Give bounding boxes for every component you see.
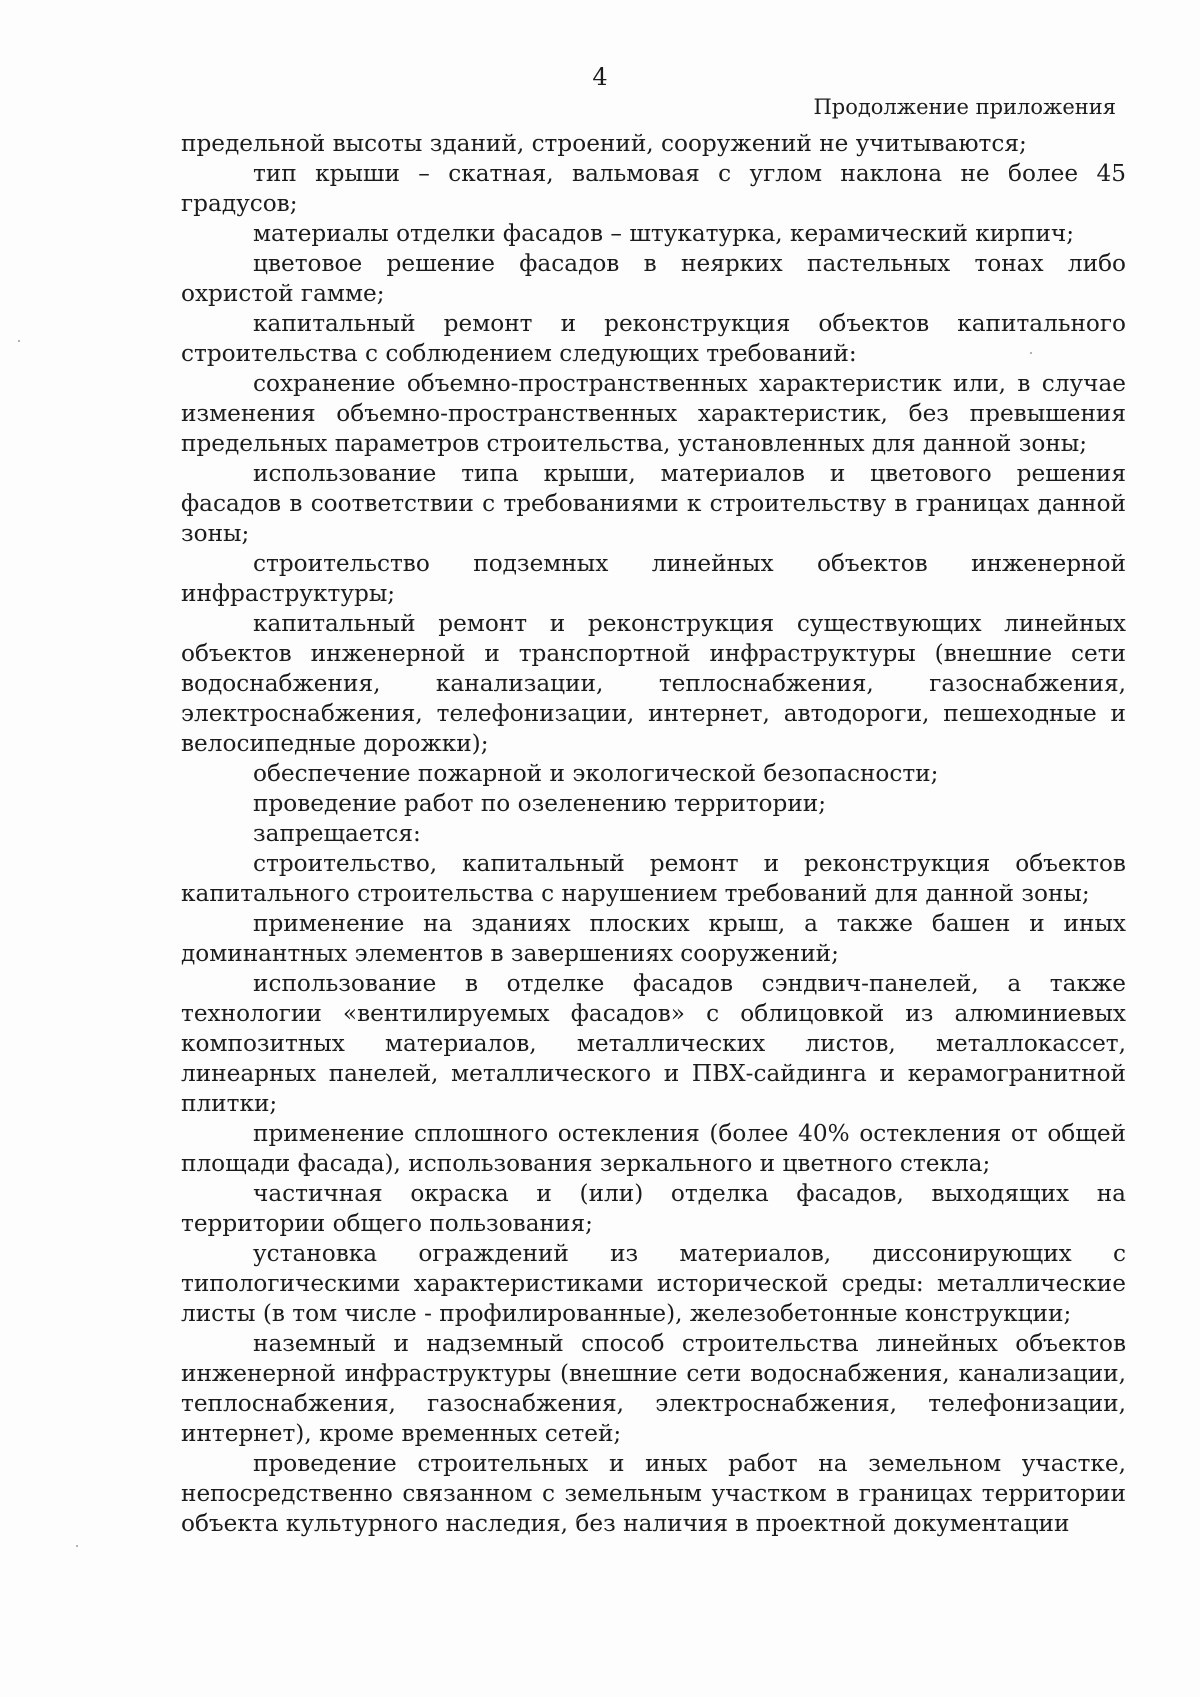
page-number: 4 <box>592 63 608 91</box>
paragraph: материалы отделки фасадов – штукатурка, керамический кирпич; <box>253 220 1075 247</box>
paragraph: применение на зданиях плоских крыш, а также башен и иных доминантных элементов в завершениях сооружений; <box>181 910 1126 967</box>
paragraph: частичная окраска и (или) отделка фасадов, выходящих на территории общего пользования; <box>181 1180 1126 1237</box>
paragraph: строительство, капитальный ремонт и реконструкция объектов капитального строительства с нарушением требований для данной зоны; <box>181 850 1126 907</box>
paragraph: проведение строительных и иных работ на земельном участке, непосредственно связанном с земельным участком в границах территории объекта культурного наследия, без наличия в проектной документации <box>181 1450 1126 1537</box>
running-header: Продолжение приложения <box>813 95 1116 119</box>
paragraph: капитальный ремонт и реконструкция объектов капитального строительства с соблюдением следующих требований: <box>181 310 1126 367</box>
paragraph: цветовое решение фасадов в неярких пастельных тонах либо охристой гамме; <box>181 250 1126 307</box>
paragraph: тип крыши – скатная, вальмовая с углом наклона не более 45 градусов; <box>181 160 1126 217</box>
paragraph: применение сплошного остекления (более 40% остекления от общей площади фасада), использования зеркального и цветного стекла; <box>181 1120 1126 1177</box>
paragraph: предельной высоты зданий, строений, сооружений не учитываются; <box>181 130 1027 157</box>
paragraph: капитальный ремонт и реконструкция существующих линейных объектов инженерной и транспортной инфраструктуры (внешние сети водоснабжения, канализации, теплоснабжения, газоснабжения, электроснабжения, телефонизации, интернет, автодороги, пешеходные и велосипедные дорожки); <box>181 610 1126 757</box>
scan-speck <box>76 1545 78 1547</box>
paragraph: проведение работ по озеленению территории; <box>253 790 827 817</box>
paragraph: установка ограждений из материалов, диссонирующих с типологическими характеристиками исторической среды: металлические листы (в том числе - профилированные), железобетонные конструкции; <box>181 1240 1126 1327</box>
scan-speck <box>1030 352 1032 354</box>
document-body <box>181 129 1126 1539</box>
paragraph: строительство подземных линейных объектов инженерной инфраструктуры; <box>181 550 1126 607</box>
paragraph: использование в отделке фасадов сэндвич-панелей, а также технологии «вентилируемых фасадов» с облицовкой из алюминиевых композитных материалов, металлических листов, металлокассет, линеарных панелей, металлического и ПВХ-сайдинга и керамогранитной плитки; <box>181 970 1126 1117</box>
paragraph: сохранение объемно-пространственных характеристик или, в случае изменения объемно-пространственных характеристик, без превышения предельных параметров строительства, установленных для данной зоны; <box>181 370 1126 457</box>
paragraph: наземный и надземный способ строительства линейных объектов инженерной инфраструктуры (внешние сети водоснабжения, канализации, теплоснабжения, газоснабжения, электроснабжения, телефонизации, интернет), кроме временных сетей; <box>181 1330 1126 1447</box>
scan-speck <box>18 340 20 342</box>
paragraph: запрещается: <box>253 820 421 847</box>
paragraph: использование типа крыши, материалов и цветового решения фасадов в соответствии с требованиями к строительству в границах данной зоны; <box>181 460 1126 547</box>
paragraph: обеспечение пожарной и экологической безопасности; <box>253 760 939 787</box>
